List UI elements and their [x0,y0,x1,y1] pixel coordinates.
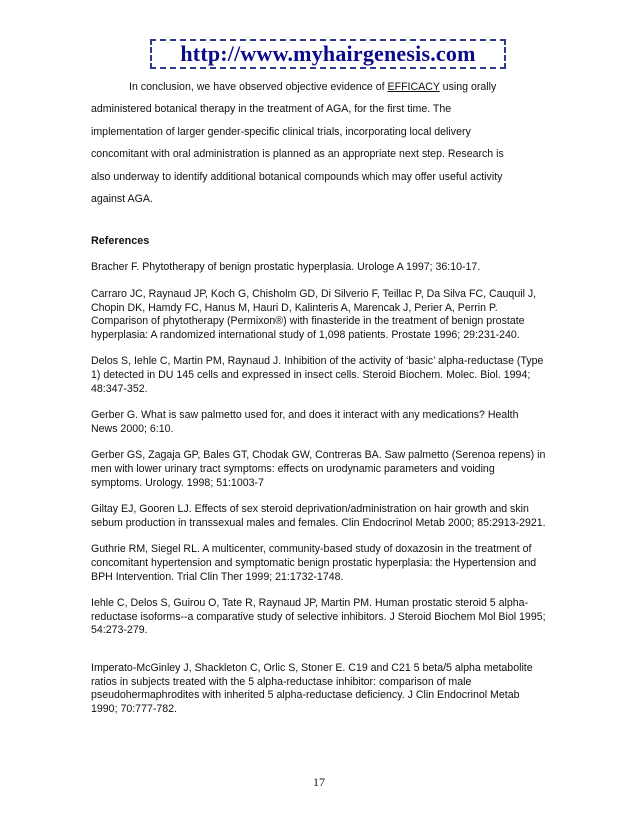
reference-item: Carraro JC, Raynaud JP, Koch G, Chisholm GD, Di Silverio F, Teillac P, Da Silva FC, Cauquil J, Chopin DK, Hamdy FC, Hanus M, Hauri D, Kalinteris A, Marencak J, Perier A, Perrin P. Comparison of phytotherapy (Permixon®) with finasteride in the treatment of benign prostate hyperplasia: A randomized international study of 1,098 patients. Prostate 1996; 29:231-240. [91,288,537,341]
conclusion-paragraph [91,76,547,210]
conclusion-line-1: In conclusion, we have observed objective evidence of EFFICACY using orally [129,81,497,93]
reference-item: Giltay EJ, Gooren LJ. Effects of sex steroid deprivation/administration on hair growth and skin sebum production in transsexual males and females. Clin Endocrinol Metab 2000; 85:2913-2921. [91,503,546,529]
reference-item: Gerber GS, Zagaja GP, Bales GT, Chodak GW, Contreras BA. Saw palmetto (Serenoa repens) in men with lower urinary tract symptoms: effects on urodynamic parameters and voiding symptoms. Urology. 1998; 51:1003-7 [91,449,546,489]
conclusion-line: also underway to identify additional botanical compounds which may offer useful activity [91,170,503,183]
conclusion-line: concomitant with oral administration is planned as an appropriate next step. Research is [91,148,504,161]
page-number: 17 [313,775,325,789]
conclusion-line: administered botanical therapy in the treatment of AGA, for the first time. The [91,103,452,116]
website-banner [150,39,506,69]
reference-item: Guthrie RM, Siegel RL. A multicenter, community-based study of doxazosin in the treatment of concomitant hypertension and symptomatic benign prostatic hyperplasia: the Hypertension and BPH Intervention. Trial Clin Ther 1999; 21:1732-1748. [91,543,537,583]
reference-item: Bracher F. Phytotherapy of benign prostatic hyperplasia. Urologe A 1997; 36:10-17. [91,261,481,274]
reference-item: Gerber G. What is saw palmetto used for, and does it interact with any medications? Health News 2000; 6:10. [91,409,519,435]
page-content [91,76,547,716]
reference-item: Iehle C, Delos S, Guirou O, Tate R, Raynaud JP, Martin PM. Human prostatic steroid 5 alpha-reductase isoforms--a comparative study of selective inhibitors. J Steroid Biochem Mol Biol 1995; 54:273-279. [91,597,546,637]
references-heading: References [91,235,150,248]
conclusion-line: implementation of larger gender-specific clinical trials, incorporating local delivery [91,125,471,138]
reference-item: Imperato-McGinley J, Shackleton C, Orlic S, Stoner E. C19 and C21 5 beta/5 alpha metabolite ratios in subjects treated with the 5 alpha-reductase inhibitor: comparison of male pseudohermaphrodites with inherited 5 alpha-reductase deficiency. J Clin Endocrinol Metab 1990; 70:777-782. [91,661,533,715]
conclusion-line: against AGA. [91,193,153,206]
reference-item: Delos S, Iehle C, Martin PM, Raynaud J. Inhibition of the activity of ‘basic’ alpha-reductase (Type 1) detected in DU 145 cells and expressed in insect cells. Steroid Biochem. Molec. Biol. 1994; 48:347-352. [91,355,544,395]
website-link[interactable]: http://www.myhairgenesis.com [180,41,476,66]
efficacy-link[interactable]: EFFICACY [387,81,440,93]
